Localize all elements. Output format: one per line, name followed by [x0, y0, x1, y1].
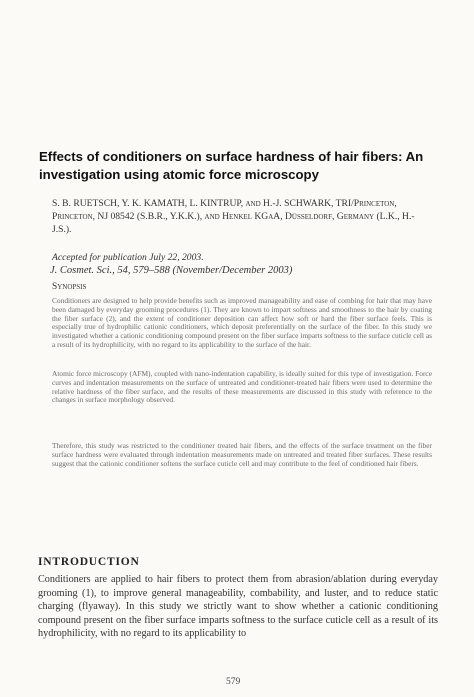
synopsis-heading: Synopsis: [52, 282, 87, 292]
journal-reference: J. Cosmet. Sci., 54, 579–588 (November/December 2003): [50, 265, 293, 276]
page-number: 579: [226, 677, 241, 687]
article-title: Effects of conditioners on surface hardness of hair fibers: An investigation using atomic force microscopy: [39, 149, 424, 182]
synopsis-paragraph-3: Therefore, this study was restricted to the conditioner treated hair fibers, and the effects of the surface treatment on the fiber surface hardness were evaluated through indentation measurements made on untreated and treated fiber surfaces. These results suggest that the cationic conditioner softens the surface cuticle cell and may contribute to the feel of conditioned hair fibers.: [52, 442, 432, 468]
author-list: S. B. RUETSCH, Y. K. KAMATH, L. KINTRUP, and H.-J. SCHWARK, TRI/Princeton, Princeton, NJ 08542 (S.B.R., Y.K.K.), and Henkel KGaA, Düsseldorf, Germany (L.K., H.-J.S.).: [52, 198, 415, 235]
synopsis-paragraph-2: Atomic force microscopy (AFM), coupled with nano-indentation capability, is ideally suited for this type of investigation. Force curves and indentation measurements on the surface of untreated and conditioner-treated hair fibers were used to determine the relative hardness of the fiber surface, and the results of these measurements are discussed in this study with reference to the changes in surface morphology observed.: [52, 370, 432, 405]
synopsis-paragraph-1: Conditioners are designed to help provide benefits such as improved manageability and ease of combing for hair that may have been damaged by everyday grooming procedures (1). They are known to impart softness and smoothness to the hair by coating the fiber surface (2), and the extent of conditioner deposition can affect how soft or hard the fiber surface feels. This is especially true of hydrophilic cationic conditioners, which deposit preferentially on the surface of the fiber. In this study we investigated whether a cationic conditioning compound present on the fiber surface imparts softness to the surface cuticle cell as a result of its hydrophilicity, with no regard to its applicability to the surface of the hair.: [52, 297, 432, 349]
introduction-heading: INTRODUCTION: [38, 556, 140, 568]
introduction-body: Conditioners are applied to hair fibers to protect them from abrasion/ablation during everyday grooming (1), to improve general manageability, combability, and luster, and to reduce static charging (flyaway). In this study we strictly want to show whether a cationic conditioning compound present on the fiber surface imparts softness to the surface cuticle cell as a result of its hydrophilicity, with no regard to its applicability to: [38, 574, 438, 640]
acceptance-note: Accepted for publication July 22, 2003.: [52, 252, 204, 263]
